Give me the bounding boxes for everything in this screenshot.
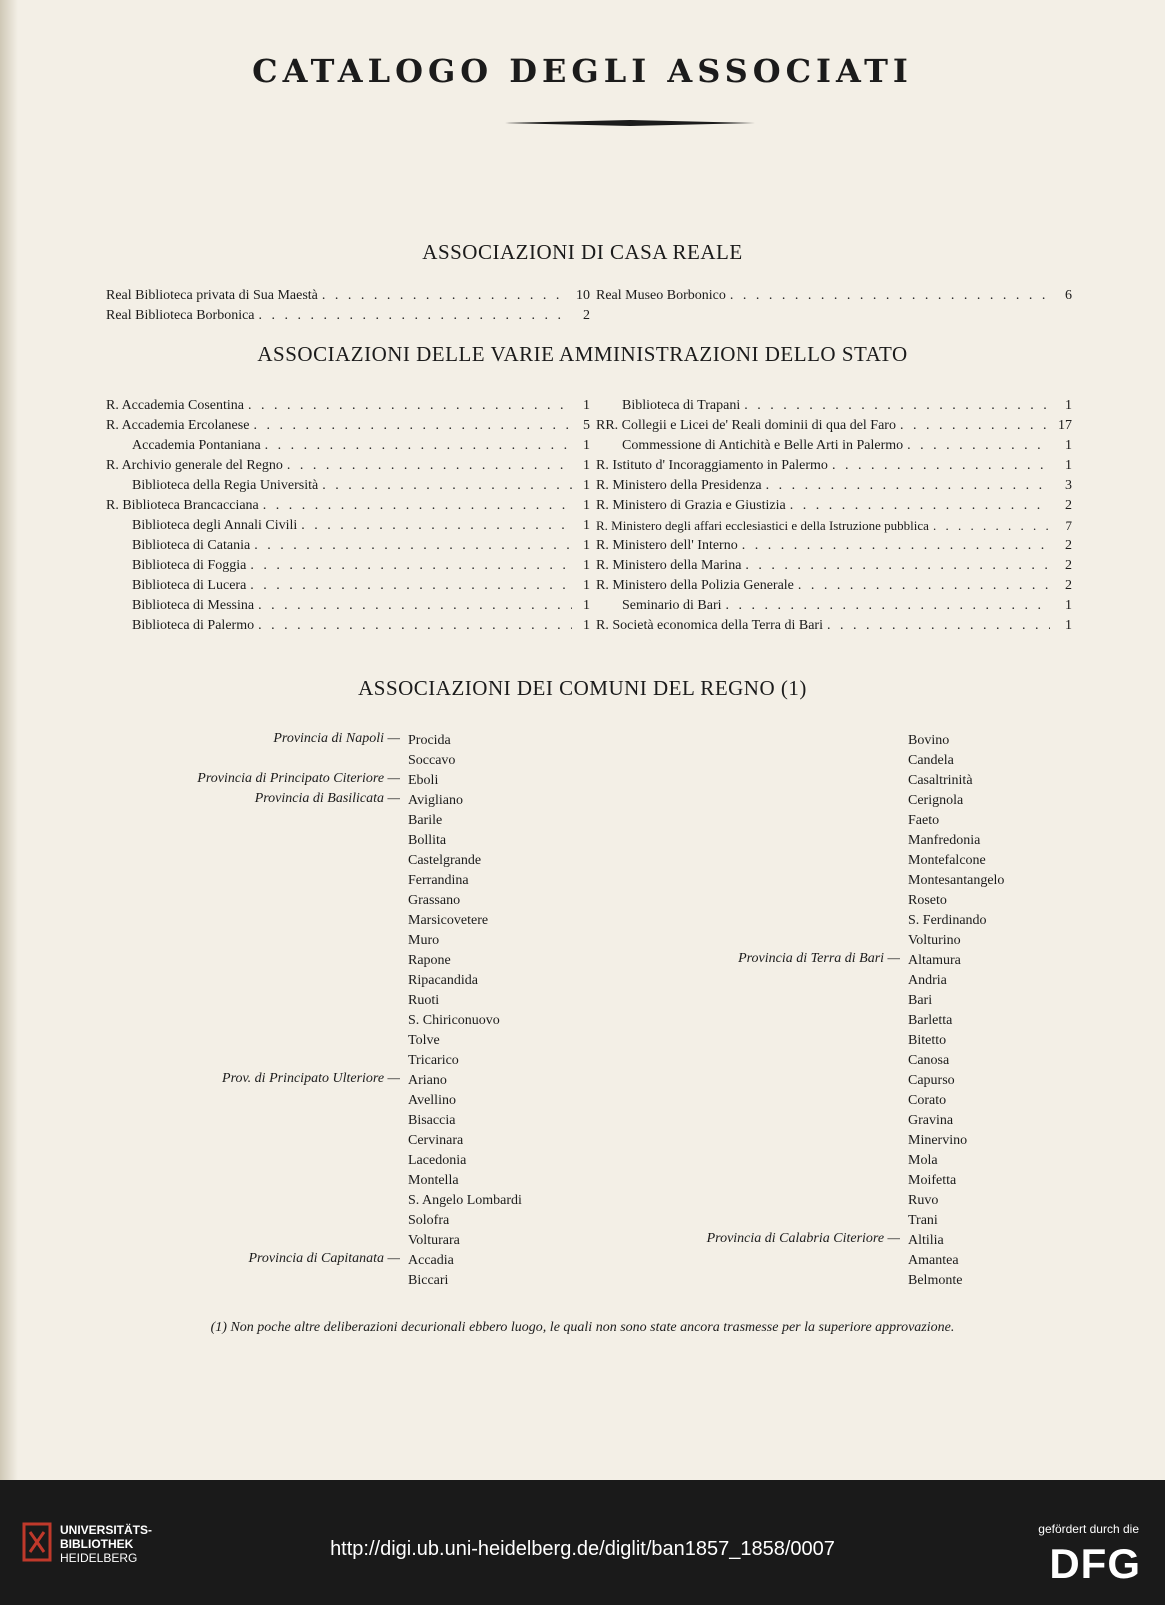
list-item: Faeto	[908, 813, 940, 828]
list-item: Tricarico	[408, 1053, 459, 1068]
list-item: Amantea	[908, 1253, 959, 1268]
list-item: Bovino	[908, 733, 950, 748]
list-item: S. Ferdinando	[908, 913, 987, 928]
list-item: R. Accademia Cosentina . . . 1	[106, 396, 590, 416]
list-item: Casaltrinità	[908, 773, 973, 788]
amministrazioni-right-list	[596, 396, 1072, 636]
list-item: Soccavo	[408, 753, 456, 768]
list-item: Real Museo Borbonico . . . 6	[596, 286, 1072, 306]
list-item: Eboli	[408, 773, 439, 788]
list-item: Biblioteca di Palermo . . . 1	[106, 616, 590, 636]
title-ornament	[505, 118, 755, 128]
list-item: Biblioteca di Catania . . . 1	[106, 536, 590, 556]
list-item: Ferrandina	[408, 873, 469, 888]
list-item: Andria	[908, 973, 947, 988]
list-item: RR. Collegii e Licei de' Reali dominii di qua del Faro . . . 17	[596, 416, 1072, 436]
list-item: Biblioteca della Regia Università . . . 1	[106, 476, 590, 496]
list-item: Rapone	[408, 953, 451, 968]
list-item: Ariano	[408, 1073, 447, 1088]
list-item: Real Biblioteca privata di Sua Maestà . . . 10	[106, 286, 590, 306]
comuni-right-list	[908, 731, 1004, 1291]
amministrazioni-left-list	[106, 396, 590, 636]
list-item: Cervinara	[408, 1133, 464, 1148]
list-item: Manfredonia	[908, 833, 981, 848]
list-item: R. Archivio generale del Regno . . . 1	[106, 456, 590, 476]
list-item: Accadia	[408, 1253, 454, 1268]
footnote: (1) Non poche altre deliberazioni decurionali ebbero luogo, le quali non sono state ancora trasmesse per la superiore approvazione.	[210, 1320, 955, 1335]
province-principato-ulteriore: Prov. di Principato Ulteriore —	[222, 1071, 400, 1086]
list-item: Bitetto	[908, 1033, 947, 1048]
list-item: R. Biblioteca Brancacciana . . . 1	[106, 496, 590, 516]
list-item: Biblioteca di Lucera . . . 1	[106, 576, 590, 596]
sponsor-caption: gefördert durch die	[1038, 1522, 1139, 1536]
list-item: Marsicovetere	[408, 913, 489, 928]
list-item: Capurso	[908, 1073, 955, 1088]
list-item: Solofra	[408, 1213, 450, 1228]
list-item: Commessione di Antichità e Belle Arti in Palermo . . . 1	[596, 436, 1072, 456]
comuni-left-list	[408, 731, 522, 1291]
province-basilicata: Provincia di Basilicata —	[254, 791, 400, 806]
viewer-footer	[0, 1480, 1165, 1605]
list-item: Minervino	[908, 1133, 968, 1148]
list-item: Lacedonia	[408, 1153, 467, 1168]
list-item: Cerignola	[908, 793, 964, 808]
dfg-logo: DFG	[1049, 1540, 1141, 1587]
list-item: R. Ministero della Presidenza . . . 3	[596, 476, 1072, 496]
list-item: Muro	[408, 933, 440, 948]
list-item: Ruvo	[908, 1193, 939, 1208]
list-item: Belmonte	[908, 1273, 963, 1288]
list-item: R. Accademia Ercolanese . . . 5	[106, 416, 590, 436]
list-item: Biblioteca di Foggia . . . 1	[106, 556, 590, 576]
list-item: Bari	[908, 993, 933, 1008]
list-item: R. Ministero dell' Interno . . . 2	[596, 536, 1072, 556]
list-item: Tolve	[408, 1033, 440, 1048]
heading-amministrazioni: ASSOCIAZIONI DELLE VARIE AMMINISTRAZIONI DELLO STATO	[257, 342, 908, 366]
list-item: Castelgrande	[408, 853, 482, 868]
list-item: S. Chiriconuovo	[408, 1013, 500, 1028]
list-item: Trani	[908, 1213, 938, 1228]
province-capitanata: Provincia di Capitanata —	[248, 1251, 400, 1266]
list-item: Avigliano	[408, 793, 463, 808]
list-item: Ripacandida	[408, 973, 478, 988]
list-item: R. Ministero di Grazia e Giustizia . . . 2	[596, 496, 1072, 516]
list-item: R. Ministero degli affari ecclesiastici e della Istruzione pubblica . . . 7	[596, 516, 1072, 536]
list-item: Biblioteca di Trapani . . . 1	[596, 396, 1072, 416]
province-terra-di-bari: Provincia di Terra di Bari —	[738, 951, 900, 966]
casa-reale-left-list	[106, 286, 590, 326]
province-calabria-citeriore: Provincia di Calabria Citeriore —	[706, 1231, 900, 1246]
list-item: Altamura	[908, 953, 961, 968]
list-item: Altilia	[908, 1233, 944, 1248]
list-item: R. Società economica della Terra di Bari . . . 1	[596, 616, 1072, 636]
list-item: Montefalcone	[908, 853, 986, 868]
list-item: Volturara	[408, 1233, 460, 1248]
list-item: R. Ministero della Polizia Generale . . . 2	[596, 576, 1072, 596]
list-item: Mola	[908, 1153, 938, 1168]
list-item: Accademia Pontaniana . . . 1	[106, 436, 590, 456]
list-item: Procida	[408, 733, 451, 748]
list-item: Biccari	[408, 1273, 449, 1288]
list-item: Montella	[408, 1173, 459, 1188]
list-item: Corato	[908, 1093, 947, 1108]
list-item: R. Ministero della Marina . . . 2	[596, 556, 1072, 576]
list-item: Biblioteca degli Annali Civili . . . 1	[106, 516, 590, 536]
list-item: R. Istituto d' Incoraggiamento in Palermo . . . 1	[596, 456, 1072, 476]
list-item: Barletta	[908, 1013, 953, 1028]
list-item: S. Angelo Lombardi	[408, 1193, 522, 1208]
list-item: Volturino	[908, 933, 961, 948]
list-item: Ruoti	[408, 993, 440, 1008]
heading-comuni: ASSOCIAZIONI DEI COMUNI DEL REGNO (1)	[358, 676, 807, 700]
province-principato-citeriore: Provincia di Principato Citeriore —	[197, 771, 400, 786]
list-item: Montesantangelo	[908, 873, 1005, 888]
list-item: Barile	[408, 813, 443, 828]
list-item: Seminario di Bari . . . 1	[596, 596, 1072, 616]
list-item: Bollita	[408, 833, 447, 848]
library-name: UNIVERSITÄTS- BIBLIOTHEK HEIDELBERG	[60, 1523, 153, 1565]
permalink-url[interactable]: http://digi.ub.uni-heidelberg.de/diglit/ban1857_1858/0007	[330, 1538, 835, 1560]
list-item: Moifetta	[908, 1173, 957, 1188]
list-item: Roseto	[908, 893, 947, 908]
catalog-title: CATALOGO DEGLI ASSOCIATI	[252, 52, 913, 90]
list-item: Avellino	[408, 1093, 456, 1108]
list-item: Bisaccia	[408, 1113, 456, 1128]
list-item: Biblioteca di Messina . . . 1	[106, 596, 590, 616]
list-item: Grassano	[408, 893, 461, 908]
list-item: Gravina	[908, 1113, 954, 1128]
list-item: Candela	[908, 753, 954, 768]
casa-reale-right-list	[596, 286, 1072, 306]
list-item: Canosa	[908, 1053, 950, 1068]
list-item: Real Biblioteca Borbonica . . . 2	[106, 306, 590, 326]
province-napoli: Provincia di Napoli —	[273, 731, 400, 746]
heading-casa-reale: ASSOCIAZIONI DI CASA REALE	[422, 240, 743, 264]
